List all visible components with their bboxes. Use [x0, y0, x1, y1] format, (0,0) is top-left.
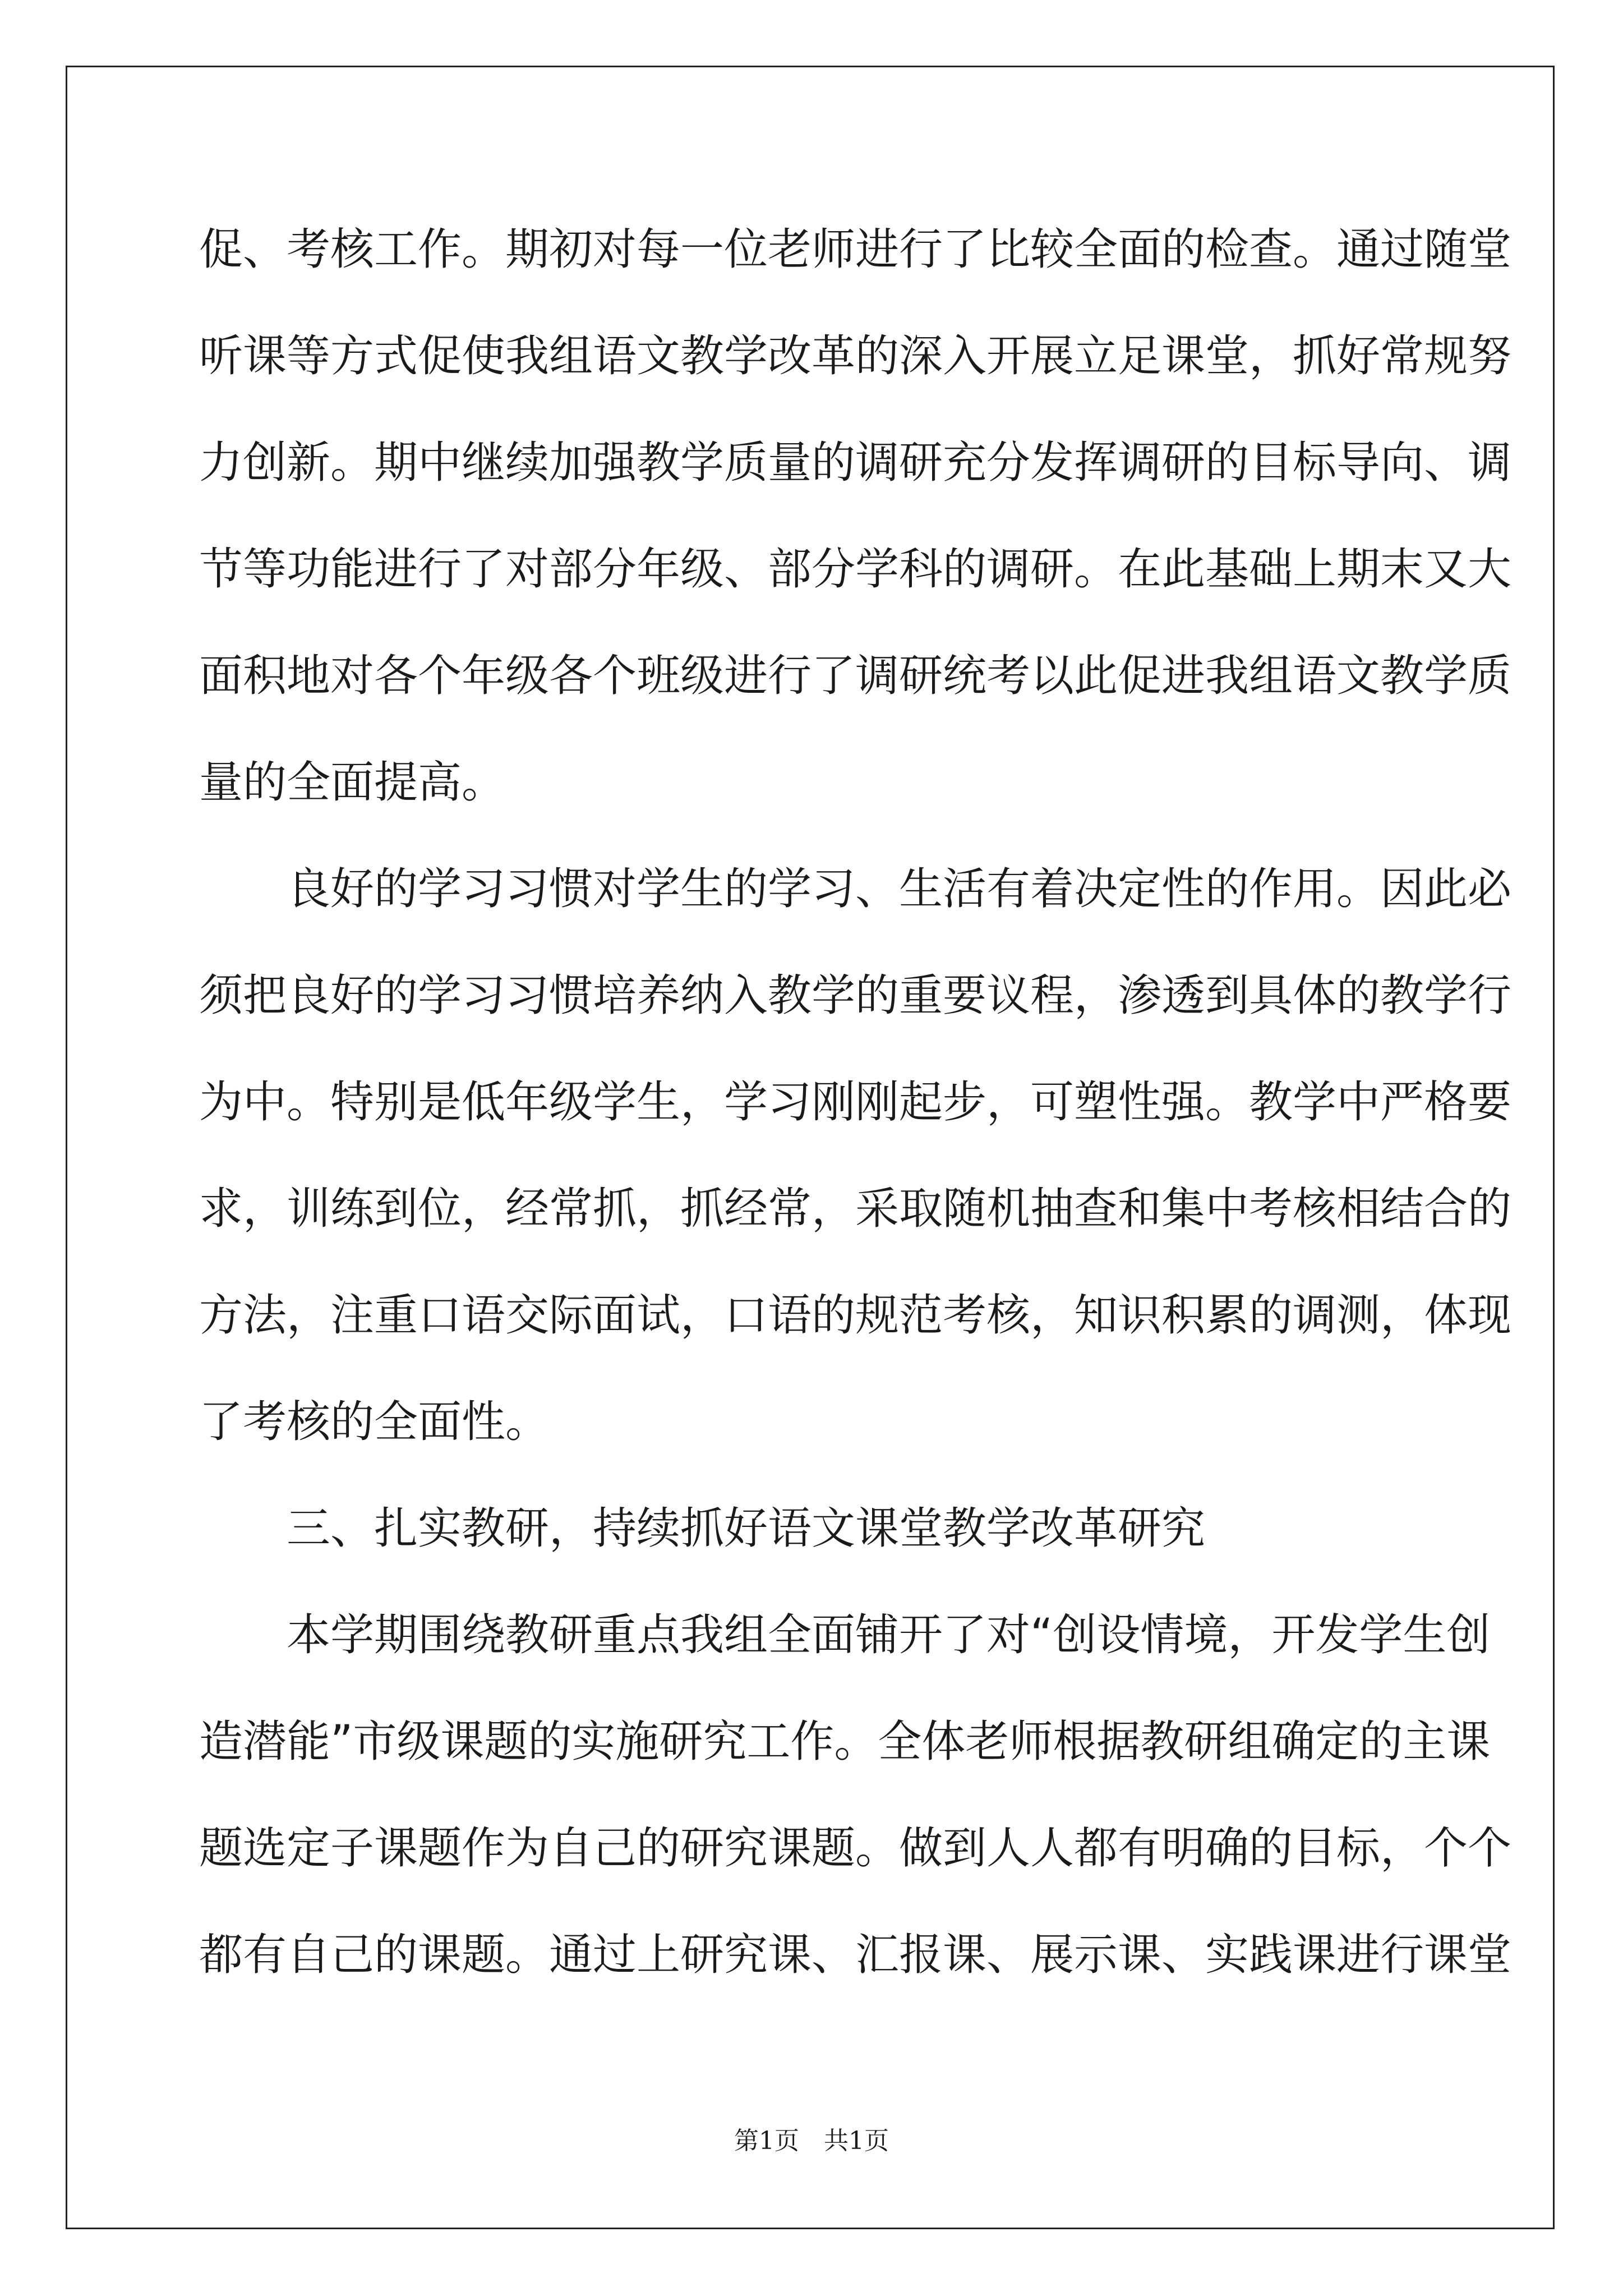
text-line: 促、考核工作。期初对每一位老师进行了比较全面的检查。通过随堂 — [199, 224, 1512, 275]
text-line: 了考核的全面性。 — [199, 1397, 550, 1447]
text-line: 良好的学习习惯对学生的学习、生活有着决定性的作用。因此必 — [199, 864, 1512, 914]
text-line: 听课等方式促使我组语文教学改革的深入开展立足课堂，抓好常规努 — [199, 331, 1512, 381]
page-footer: 第1页 共1页 — [734, 2127, 889, 2155]
document-body — [199, 213, 1512, 2025]
text-line: 方法，注重口语交际面试，口语的规范考核，知识积累的调测，体现 — [199, 1290, 1512, 1341]
text-line: 力创新。期中继续加强教学质量的调研充分发挥调研的目标导向、调 — [199, 438, 1512, 488]
text-line: 本学期围绕教研重点我组全面铺开了对“创设情境，开发学生创 — [199, 1610, 1491, 1660]
text-line: 题选定子课题作为自己的研究课题。做到人人都有明确的目标，个个 — [199, 1823, 1512, 1874]
text-line: 都有自己的课题。通过上研究课、汇报课、展示课、实践课进行课堂 — [199, 1930, 1512, 1980]
text-line: 面积地对各个年级各个班级进行了调研统考以此促进我组语文教学质 — [199, 651, 1512, 701]
text-line: 量的全面提高。 — [199, 757, 506, 808]
text-line: 求，训练到位，经常抓，抓经常，采取随机抽查和集中考核相结合的 — [199, 1184, 1512, 1234]
text-line: 为中。特别是低年级学生，学习刚刚起步，可塑性强。教学中严格要 — [199, 1077, 1512, 1128]
text-line: 三、扎实教研，持续抓好语文课堂教学改革研究 — [199, 1503, 1206, 1554]
text-line: 造潜能”市级课题的实施研究工作。全体老师根据教研组确定的主课 — [199, 1717, 1491, 1767]
text-line: 须把良好的学习习惯培养纳入教学的重要议程，渗透到具体的教学行 — [199, 970, 1512, 1021]
text-line: 节等功能进行了对部分年级、部分学科的调研。在此基础上期末又大 — [199, 544, 1512, 595]
